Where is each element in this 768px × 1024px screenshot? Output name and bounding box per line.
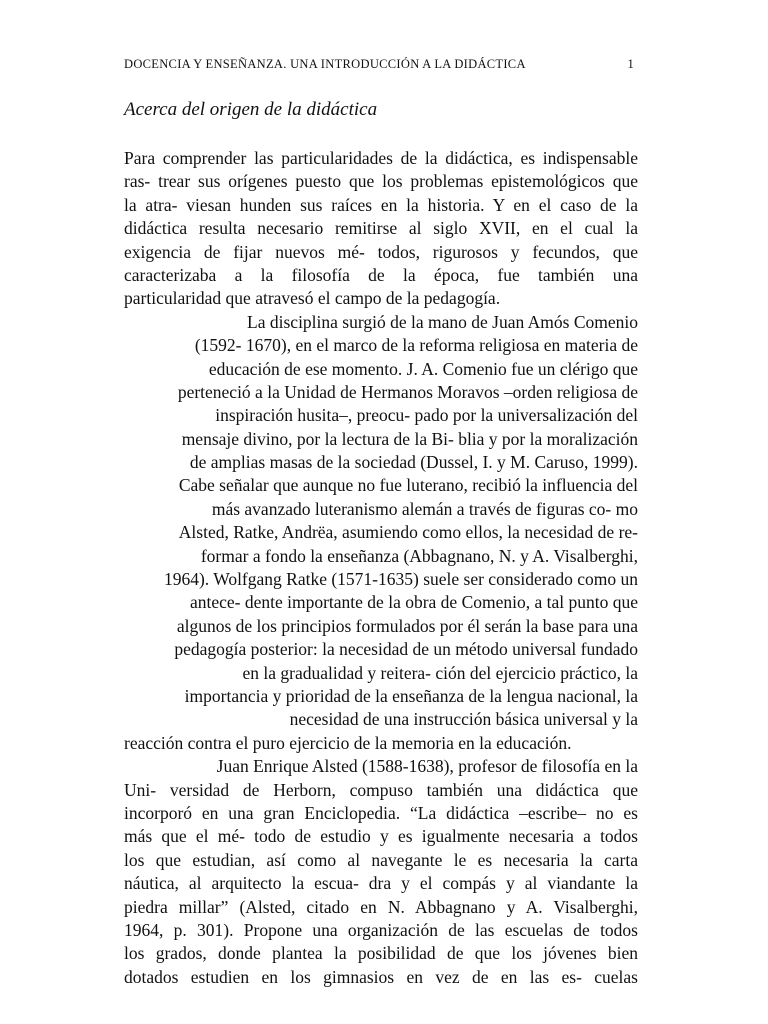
text-line: Cabe señalar que aunque no fue luterano, recibió la influencia del bbox=[178, 475, 638, 496]
text-line: los que estudian, así como al navegante le es necesaria la carta bbox=[124, 849, 638, 870]
page-number: 1 bbox=[627, 57, 634, 71]
text-line: dotados estudien en los gimnasios en vez de en las es- cuelas bbox=[124, 966, 638, 987]
text-line: algunos de los principios formulados por él serán la base para una bbox=[176, 615, 638, 636]
text-line: educación de ese momento. J. A. Comenio fue un clérigo que bbox=[208, 358, 638, 379]
text-line: didáctica resulta necesario remitirse al siglo XVII, en el cual la bbox=[124, 218, 638, 239]
text-line: Juan Enrique Alsted (1588-1638), profesor de filosofía en la bbox=[216, 756, 638, 777]
text-line: 1964). Wolfgang Ratke (1571-1635) suele ser considerado como un bbox=[163, 569, 638, 590]
body-text bbox=[124, 147, 638, 989]
text-line: en la gradualidad y reitera- ción del ejercicio práctico, la bbox=[242, 662, 638, 683]
text-line: ras- trear sus orígenes puesto que los problemas epistemológicos que bbox=[124, 171, 638, 192]
text-line: La disciplina surgió de la mano de Juan Amós Comenio bbox=[247, 311, 638, 332]
text-line: exigencia de fijar nuevos mé- todos, rigurosos y fecundos, que bbox=[124, 241, 638, 262]
text-line: particularidad que atravesó el campo de la pedagogía. bbox=[124, 288, 501, 309]
text-line: náutica, al arquitecto la escua- dra y el compás y al viandante la bbox=[124, 873, 638, 894]
section-heading: Acerca del origen de la didáctica bbox=[124, 99, 378, 120]
text-line: Para comprender las particularidades de la didáctica, es indispensable bbox=[124, 148, 638, 168]
text-line: más avanzado luteranismo alemán a través de figuras co- mo bbox=[211, 498, 638, 519]
text-line: la atra- viesan hunden sus raíces en la historia. Y en el caso de la bbox=[124, 194, 638, 215]
text-line: incorporó en una gran Enciclopedia. “La didáctica –escribe– no es bbox=[124, 802, 638, 823]
running-header bbox=[124, 57, 634, 75]
text-line: 1964, p. 301). Propone una organización de las escuelas de todos bbox=[124, 919, 638, 940]
text-line: más que el mé- todo de estudio y es igualmente necesaria a todos bbox=[124, 826, 638, 847]
text-line: formar a fondo la enseñanza (Abbagnano, N. y A. Visalberghi, bbox=[200, 545, 638, 566]
text-line: perteneció a la Unidad de Hermanos Moravos –orden religiosa de bbox=[177, 381, 638, 402]
text-line: Alsted, Ratke, Andrëa, asumiendo como ellos, la necesidad de re- bbox=[178, 522, 638, 543]
text-line: de amplias masas de la sociedad (Dussel, I. y M. Caruso, 1999). bbox=[189, 452, 638, 473]
text-line: los grados, donde plantea la posibilidad de que los jóvenes bien bbox=[124, 943, 638, 964]
text-line: necesidad de una instrucción básica universal y la bbox=[289, 709, 638, 730]
text-line: piedra millar” (Alsted, citado en N. Abbagnano y A. Visalberghi, bbox=[124, 896, 638, 917]
text-line: caracterizaba a la filosofía de la época, fue también una bbox=[124, 264, 638, 285]
header-title: DOCENCIA Y ENSEÑANZA. UNA INTRODUCCIÓN A LA DIDÁCTICA bbox=[124, 57, 526, 71]
text-line: antece- dente importante de la obra de Comenio, a tal punto que bbox=[189, 592, 638, 613]
text-line: inspiración husita–, preocu- pado por la universalización del bbox=[215, 405, 638, 426]
text-line: importancia y prioridad de la enseñanza de la lengua nacional, la bbox=[184, 685, 638, 706]
text-line: mensaje divino, por la lectura de la Bi- blia y por la moralización bbox=[181, 428, 638, 449]
text-line: Uni- versidad de Herborn, compuso también una didáctica que bbox=[124, 779, 638, 800]
text-line: reacción contra el puro ejercicio de la memoria en la educación. bbox=[124, 732, 572, 753]
text-line: (1592- 1670), en el marco de la reforma religiosa en materia de bbox=[194, 335, 638, 356]
text-line: pedagogía posterior: la necesidad de un método universal fundado bbox=[174, 639, 638, 660]
